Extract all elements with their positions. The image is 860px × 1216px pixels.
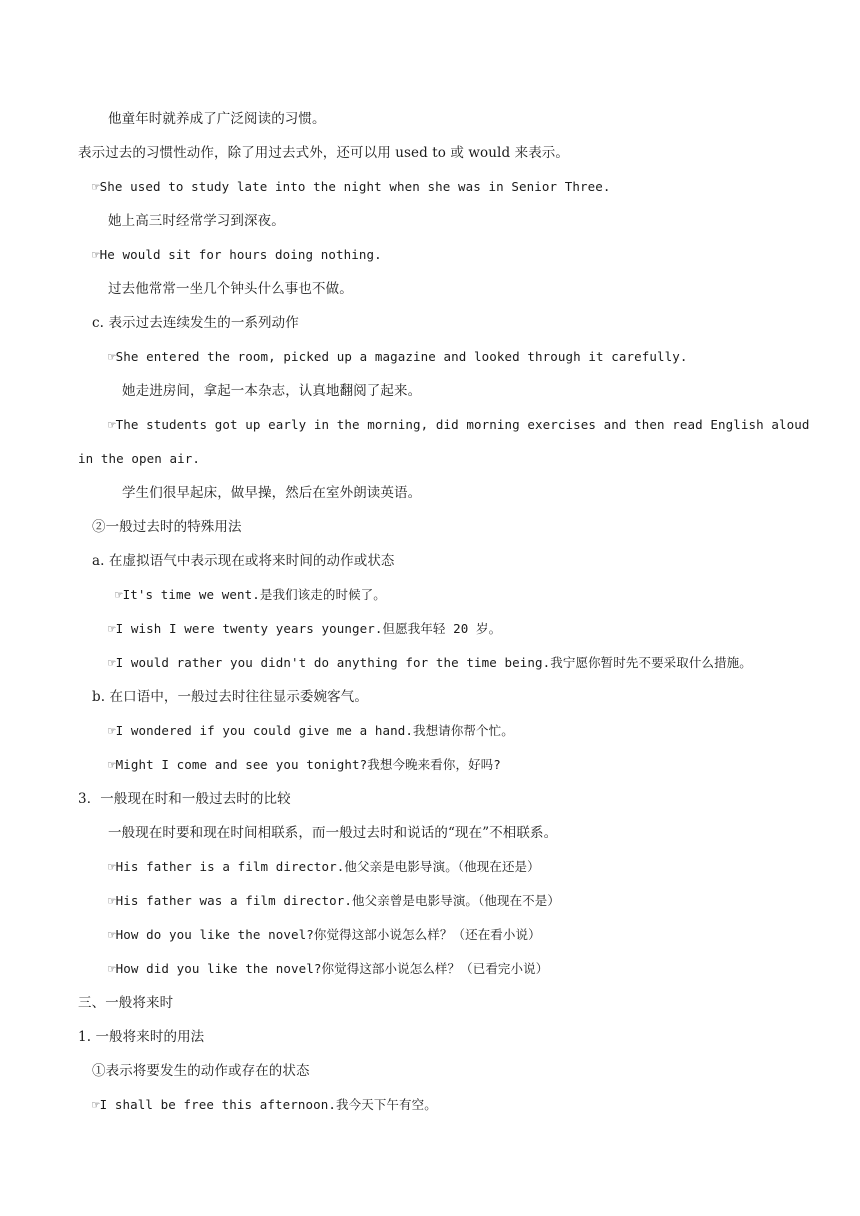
section-heading: c. 表示过去连续发生的一系列动作	[92, 315, 299, 331]
example-line: ☞She used to study late into the night when she was in Senior Three.	[92, 179, 611, 194]
section-heading: a. 在虚拟语气中表示现在或将来时间的动作或状态	[92, 553, 395, 569]
example-line: ☞I would rather you didn't do anything for the time being.我宁愿你暂时先不要采取什么措施。	[108, 655, 752, 670]
example-line: ☞I shall be free this afternoon.我今天下午有空。	[92, 1097, 437, 1112]
example-line: in the open air.	[78, 451, 201, 466]
section-heading: 3．一般现在时和一般过去时的比较	[78, 791, 291, 807]
section-heading: b. 在口语中，一般过去时往往显示委婉客气。	[92, 689, 368, 705]
example-line: ☞His father is a film director.他父亲是电影导演。（他现在还是）	[108, 859, 540, 874]
translation-line: 她走进房间，拿起一本杂志，认真地翻阅了起来。	[122, 383, 422, 399]
translation-line: 她上高三时经常学习到深夜。	[108, 213, 285, 229]
text-line: 表示过去的习惯性动作，除了用过去式外，还可以用 used to 或 would 来表示。	[78, 145, 569, 161]
example-line: ☞She entered the room, picked up a magazine and looked through it carefully.	[108, 349, 688, 364]
translation-line: 过去他常常一坐几个钟头什么事也不做。	[108, 281, 353, 297]
chapter-heading: 三、一般将来时	[78, 995, 174, 1011]
translation-line: 学生们很早起床，做早操，然后在室外朗读英语。	[122, 485, 422, 501]
example-line: ☞His father was a film director.他父亲曾是电影导演。（他现在不是）	[108, 893, 560, 908]
example-line: ☞How do you like the novel?你觉得这部小说怎么样？（还在看小说）	[108, 927, 541, 942]
example-line: ☞I wondered if you could give me a hand.我想请你帮个忙。	[108, 723, 514, 738]
text-line: 一般现在时要和现在时间相联系，而一般过去时和说话的“现在”不相联系。	[108, 825, 558, 841]
example-line: ☞How did you like the novel?你觉得这部小说怎么样？（已看完小说）	[108, 961, 549, 976]
example-line: ☞It's time we went.是我们该走的时候了。	[115, 587, 386, 602]
section-heading: ①表示将要发生的动作或存在的状态	[92, 1063, 310, 1079]
section-heading: 1. 一般将来时的用法	[78, 1029, 205, 1045]
text-line: 他童年时就养成了广泛阅读的习惯。	[108, 111, 326, 127]
example-line: ☞I wish I were twenty years younger.但愿我年轻 20 岁。	[108, 621, 502, 636]
example-line: ☞He would sit for hours doing nothing.	[92, 247, 382, 262]
example-line: ☞Might I come and see you tonight?我想今晚来看你，好吗?	[108, 757, 501, 772]
section-heading: ②一般过去时的特殊用法	[92, 519, 242, 535]
example-line: ☞The students got up early in the morning, did morning exercises and then read English aloud	[108, 417, 810, 432]
